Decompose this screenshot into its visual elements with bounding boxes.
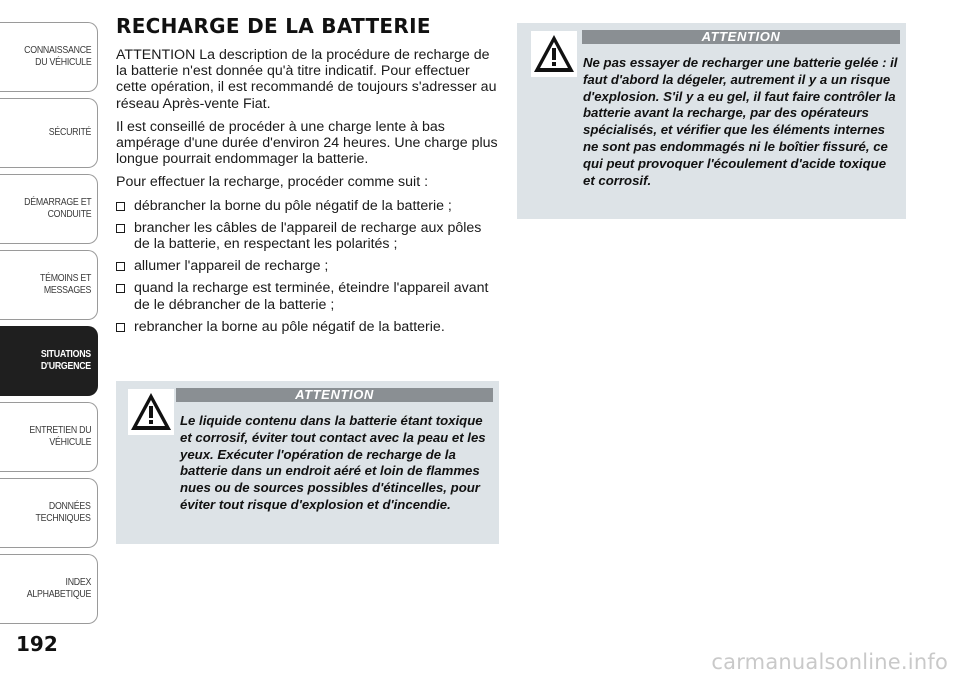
list-item: quand la recharge est terminée, éteindre l'appareil avant de le débrancher de la batterie ;: [116, 280, 500, 312]
page-title: RECHARGE DE LA BATTERIE: [116, 14, 431, 38]
page-number: 192: [16, 632, 58, 656]
watermark: carmanualsonline.info: [711, 650, 948, 674]
checkbox-bullet-icon: [116, 202, 125, 211]
list-item: rebrancher la borne au pôle négatif de la batterie.: [116, 319, 500, 335]
intro-paragraph: ATTENTION La description de la procédure de recharge de la batterie n'est donnée qu'à titre indicatif. Pour effectuer cette opération, il est recommandé de toujours s'adresser au réseau Après-vente Fiat.: [116, 47, 497, 112]
tab-demarrage-et-conduite[interactable]: DÉMARRAGE ET CONDUITE: [0, 174, 98, 244]
warning-box-toxic-liquid: [116, 381, 499, 544]
warning-box-frozen-battery: [517, 23, 906, 219]
procedure-intro: Pour effectuer la recharge, procéder comme suit :: [116, 174, 429, 191]
tab-connaissance-du-vehicule[interactable]: CONNAISSANCE DU VÉHICULE: [0, 22, 98, 92]
warning-text: Le liquide contenu dans la batterie étant toxique et corrosif, éviter tout contact avec la peau et les yeux. Exécuter l'opération de recharge de la batterie dans un endroit aéré et loin de flammes nues ou de sources possibles d'étincelles, pour éviter tout risque d'explosion et d'incendie.: [180, 413, 486, 512]
warning-header: ATTENTION: [582, 30, 900, 44]
warning-text: Ne pas essayer de recharger une batterie gelée : il faut d'abord la dégeler, autrement il y a un risque d'explosion. S'il y a eu gel, il faut faire contrôler la batterie avant la recharge, par des opérateurs spécialisés, et vérifier que les éléments internes ne sont pas endommagés ni le boîtier fissuré, ce qui peut provoquer l'écoulement d'acide toxique et corrosif.: [583, 55, 898, 188]
checkbox-bullet-icon: [116, 262, 125, 271]
warning-header: ATTENTION: [176, 388, 493, 402]
list-item: débrancher la borne du pôle négatif de la batterie ;: [116, 198, 500, 214]
tab-situations-durgence[interactable]: SITUATIONS D'URGENCE: [0, 326, 98, 396]
advice-paragraph: Il est conseillé de procéder à une charge lente à bas ampérage d'une durée d'environ 24 heures. Une charge plus longue pourrait endommager la batterie.: [116, 118, 498, 168]
tab-entretien-du-vehicule[interactable]: ENTRETIEN DU VÉHICULE: [0, 402, 98, 472]
tab-securite[interactable]: SÉCURITÉ: [0, 98, 98, 168]
checkbox-bullet-icon: [116, 224, 125, 233]
tab-index-alphabetique[interactable]: INDEX ALPHABETIQUE: [0, 554, 98, 624]
tab-donnees-techniques[interactable]: DONNÉES TECHNIQUES: [0, 478, 98, 548]
list-item: brancher les câbles de l'appareil de recharge aux pôles de la batterie, en respectant les polarités ;: [116, 220, 500, 252]
tab-temoins-et-messages[interactable]: TÉMOINS ET MESSAGES: [0, 250, 98, 320]
checkbox-bullet-icon: [116, 284, 125, 293]
list-item: allumer l'appareil de recharge ;: [116, 258, 500, 274]
main-content: [116, 14, 500, 341]
checkbox-bullet-icon: [116, 323, 125, 332]
procedure-steps: [116, 198, 500, 335]
